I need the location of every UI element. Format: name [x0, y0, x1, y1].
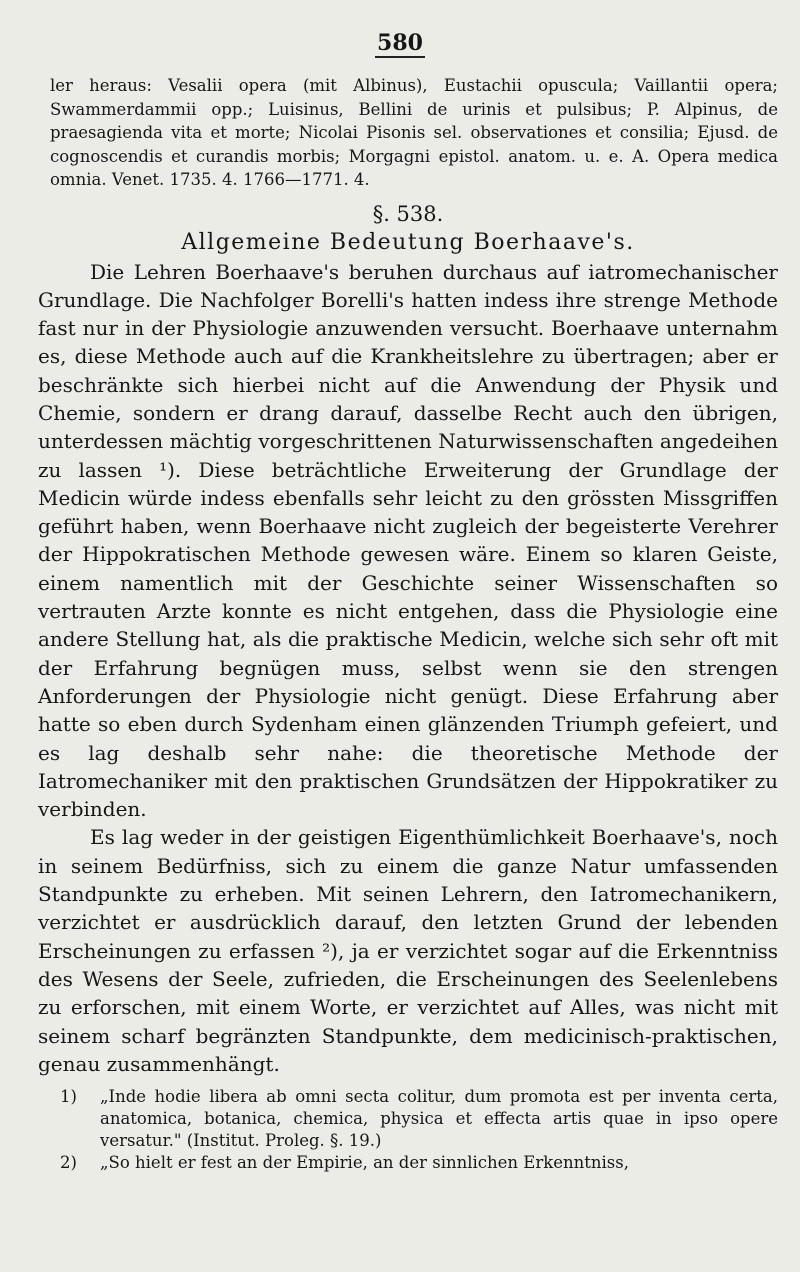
- footnote-1: [54, 1086, 778, 1152]
- paragraph-1: Die Lehren Boerhaave's beruhen durchaus auf iatromechanischer Grundlage. Die Nachfolger Borelli's hatten indess ihre strenge Methode fast nur in der Physiologie anzuwenden versucht. Boerhaave unternahm es, diese Methode auch auf die Krankheitslehre zu übertragen; aber er beschränkte sich hierbei nicht auf die Anwendung der Physik und Chemie, sondern er drang darauf, dasselbe Recht auch den übrigen, unterdessen mächtig vorgeschrittenen Naturwissenschaften angedeihen zu lassen ¹). Diese beträchtliche Erweiterung der Grundlage der Medicin würde indess ebenfalls sehr leicht zu den grössten Missgriffen geführt haben, wenn Boerhaave nicht zugleich der begeisterte Verehrer der Hippokratischen Methode gewesen wäre. Einem so klaren Geiste, einem namentlich mit der Geschichte seiner Wissenschaften so vertrauten Arzte konnte es nicht entgehen, dass die Physiologie eine andere Stellung hat, als die praktische Medicin, welche sich sehr oft mit der Erfahrung begnügen muss, selbst wenn sie den strengen Anforderungen der Physiologie nicht genügt. Diese Erfahrung aber hatte so eben durch Sydenham einen glänzenden Triumph gefeiert, und es lag deshalb sehr nahe: die theoretische Methode der Iatromechaniker mit den praktischen Grundsätzen der Hippokratiker zu verbinden.: [38, 259, 778, 822]
- footnote-gap: [38, 1078, 778, 1086]
- section-number: §. 538.: [372, 201, 444, 226]
- page-number-text: 580: [377, 30, 423, 56]
- footnote-2: [54, 1152, 778, 1174]
- paragraph-2: Es lag weder in der geistigen Eigenthümlichkeit Boerhaave's, noch in seinem Bedürfniss, sich zu einem die ganze Natur umfassenden Standpunkte zu erheben. Mit seinen Lehrern, den Iatromechanikern, verzichtet er ausdrücklich darauf, den letzten Grund der lebenden Erscheinungen zu erfassen ²), ja er verzichtet sogar auf die Erkenntniss des Wesens der Seele, zufrieden, die Erscheinungen des Seelenlebens zu erforschen, mit einem Worte, er verzichtet auf Alles, was nicht mit seinem scharf begränzten Standpunkte, dem medicinisch-praktischen, genau zusammenhängt.: [38, 825, 778, 1076]
- page-number: [0, 30, 800, 56]
- footnote-1-number: 1): [60, 1087, 77, 1107]
- footnote-1-text: „Inde hodie libera ab omni secta colitur, dum promota est per inventa certa, anatomica, botanica, chemica, physica et effecta artis quae in ipso opere versatur." (Institut. Proleg. §. 19.): [100, 1087, 778, 1151]
- section-title: Allgemeine Bedeutung Boerhaave's.: [181, 229, 635, 255]
- page-content: [38, 74, 778, 1174]
- footnote-2-text: „So hielt er fest an der Empirie, an der sinnlichen Erkenntniss,: [100, 1153, 629, 1173]
- footnote-2-number: 2): [60, 1153, 77, 1173]
- top-paragraph: ler heraus: Vesalii opera (mit Albinus), Eustachii opuscula; Vaillantii opera; Swammerdammii opp.; Luisinus, Bellini de urinis et pulsibus; P. Alpinus, de praesagienda vita et morte; Nicolai Pisonis sel. observationes et consilia; Ejusd. de cognoscendis et curandis morbis; Morgagni epistol. anatom. u. e. A. Opera medica omnia. Venet. 1735. 4. 1766—1771. 4.: [50, 76, 778, 189]
